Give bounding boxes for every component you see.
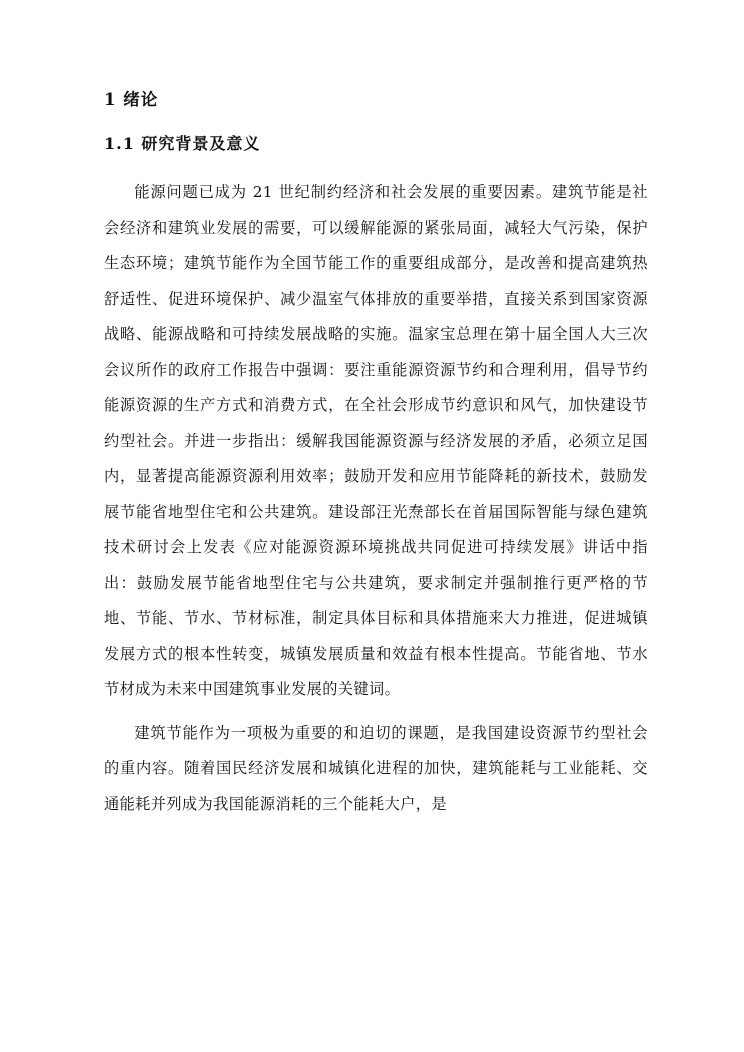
body-paragraph-1: 能源问题已成为 21 世纪制约经济和社会发展的重要因素。建筑节能是社会经济和建筑业发展的需要，可以缓解能源的紧张局面，减轻大气污染，保护生态环境；建筑节能作为全国节能工作的重要组成部分，是改善和提高建筑热舒适性、促进环境保护、减少温室气体排放的重要举措，直接关系到国家资源战略、能源战略和可持续发展战略的实施。温家宝总理在第十届全国人大三次会议所作的政府工作报告中强调：要注重能源资源节约和合理利用，倡导节约能源资源的生产方式和消费方式，在全社会形成节约意识和风气，加快建设节约型社会。并进一步指出：缓解我国能源资源与经济发展的矛盾，必须立足国内，显著提高能源资源利用效率；鼓励开发和应用节能降耗的新技术，鼓励发展节能省地型住宅和公共建筑。建设部汪光焘部长在首届国际智能与绿色建筑技术研讨会上发表《应对能源资源环境挑战共同促进可持续发展》讲话中指出：鼓励发展节能省地型住宅与公共建筑，要求制定并强制推行更严格的节地、节能、节水、节材标准，制定具体目标和具体措施来大力推进，促进城镇发展方式的根本性转变，城镇发展质量和效益有根本性提高。节能省地、节水节材成为未来中国建筑事业发展的关键词。 xyxy=(104,183,648,699)
body-paragraph-2: 建筑节能作为一项极为重要的和迫切的课题，是我国建设资源节约型社会的重内容。随着国民经济发展和城镇化进程的加快，建筑能耗与工业能耗、交通能耗并列成为我国能源消耗的三个能耗大户，是 xyxy=(104,723,648,813)
section-heading-1: 1 绪论 xyxy=(104,90,159,109)
document-body xyxy=(104,88,648,822)
section-heading-1-1: 1.1 研究背景及意义 xyxy=(104,134,261,154)
